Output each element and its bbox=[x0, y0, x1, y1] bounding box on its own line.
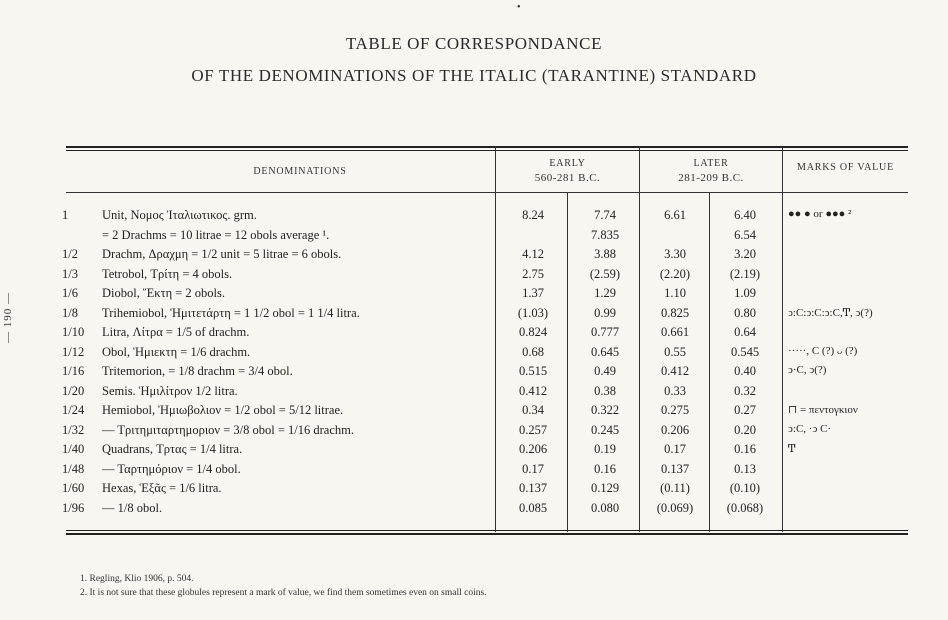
cell-mark: ↄ:C:ↄ:C:ↄ:C,Ͳ, ↄ(?) bbox=[788, 306, 873, 319]
cell-frac: 1/6 bbox=[62, 286, 78, 300]
cell-l2: (2.19) bbox=[729, 266, 761, 281]
cell-frac: 1/96 bbox=[62, 500, 85, 515]
header-early: EARLY bbox=[549, 158, 586, 169]
cell-l1: 0.206 bbox=[660, 422, 690, 437]
cell-frac: 1/16 bbox=[62, 364, 85, 378]
cell-e2: 0.129 bbox=[590, 481, 620, 495]
header-marks-of-value: MARKS OF VALUE bbox=[797, 162, 894, 173]
table-row bbox=[0, 423, 948, 442]
cell-desc: — Ταρτημόριον = 1/4 obol. bbox=[102, 461, 241, 476]
cell-l1: 6.61 bbox=[664, 208, 686, 222]
cell-desc: Hemiobol, Ἡμιωβολιον = 1/2 obol = 5/12 litrae. bbox=[102, 403, 344, 417]
cell-e2: (2.59) bbox=[589, 266, 621, 281]
cell-e1: 0.68 bbox=[522, 344, 544, 359]
cell-l1: 0.55 bbox=[664, 344, 686, 359]
cell-desc: Trihemiobol, Ἡμιτετάρτη = 1 1/2 obol = 1 1/4 litra. bbox=[102, 305, 360, 320]
cell-desc: Drachm, Δραχμη = 1/2 unit = 5 litrae = 6 obols. bbox=[102, 247, 342, 261]
cell-l2: 3.20 bbox=[734, 247, 756, 261]
table-row bbox=[0, 208, 948, 227]
cell-l2: 0.13 bbox=[734, 461, 756, 476]
cell-l2: 0.20 bbox=[734, 422, 756, 437]
cell-e1: 0.085 bbox=[518, 500, 548, 515]
footnote-1: 1. Regling, Klio 1906, p. 504. bbox=[80, 574, 194, 584]
table-subtitle: OF THE DENOMINATIONS OF THE ITALIC (TARANTINE) STANDARD bbox=[191, 66, 757, 85]
cell-frac: 1/40 bbox=[62, 442, 85, 456]
cell-l2: (0.068) bbox=[726, 500, 764, 515]
cell-l2: 0.40 bbox=[734, 364, 756, 378]
cell-l2: 6.54 bbox=[734, 227, 756, 242]
cell-e1: 1.37 bbox=[522, 286, 544, 300]
table-row bbox=[0, 247, 948, 266]
cell-desc: Tritemorion, = 1/8 drachm = 3/4 obol. bbox=[102, 364, 293, 378]
cell-mark: ↄ:C, ·ↄ C· bbox=[788, 422, 832, 435]
cell-frac: 1/48 bbox=[62, 461, 85, 476]
cell-e2: 0.19 bbox=[594, 442, 616, 456]
footnotes bbox=[80, 572, 487, 600]
cell-l2: (0.10) bbox=[729, 481, 761, 495]
table-row bbox=[0, 286, 948, 305]
cell-l1: 0.137 bbox=[660, 461, 690, 476]
cell-e2: 0.16 bbox=[594, 461, 616, 476]
cell-desc: = 2 Drachms = 10 litrae = 12 obols average ¹. bbox=[102, 227, 330, 242]
cell-l2: 0.64 bbox=[734, 325, 756, 339]
cell-e2: 7.74 bbox=[594, 208, 616, 222]
cell-desc: — Τριτημιταρτημοριον = 3/8 obol = 1/16 drachm. bbox=[102, 422, 354, 437]
cell-e1: 8.24 bbox=[522, 208, 544, 222]
cell-e1: 0.257 bbox=[518, 422, 548, 437]
cell-e2: 1.29 bbox=[594, 286, 616, 300]
cell-e1: 0.17 bbox=[522, 461, 544, 476]
cell-l1: (0.11) bbox=[660, 481, 690, 495]
table-row bbox=[0, 442, 948, 461]
stray-dot: • bbox=[517, 2, 521, 13]
cell-e2: 0.99 bbox=[594, 305, 616, 320]
cell-desc: — 1/8 obol. bbox=[102, 500, 163, 515]
cell-l1: 0.661 bbox=[660, 325, 690, 339]
table-title: TABLE OF CORRESPONDANCE bbox=[345, 34, 603, 53]
table-row bbox=[0, 364, 948, 383]
cell-e2: 0.322 bbox=[590, 403, 620, 417]
table-row bbox=[0, 462, 948, 481]
table-row bbox=[0, 384, 948, 403]
cell-l2: 6.40 bbox=[734, 208, 756, 222]
cell-desc: Hexas, Ἑξᾶς = 1/6 litra. bbox=[102, 481, 222, 495]
header-early-range: 560-281 B.C. bbox=[534, 172, 601, 184]
cell-l1: 0.33 bbox=[664, 383, 686, 398]
cell-l1: (0.069) bbox=[656, 500, 694, 515]
cell-e2: 0.645 bbox=[590, 344, 620, 359]
cell-e2: 7.835 bbox=[590, 227, 620, 242]
cell-l1: (2.20) bbox=[659, 266, 691, 281]
table-row bbox=[0, 403, 948, 422]
table-row bbox=[0, 345, 948, 364]
cell-e2: 0.777 bbox=[590, 325, 620, 339]
cell-e1: 0.824 bbox=[518, 325, 548, 339]
cell-l2: 0.32 bbox=[734, 383, 756, 398]
cell-desc: Quadrans, Τρτας = 1/4 litra. bbox=[102, 442, 243, 456]
footnote-2: 2. It is not sure that these globules represent a mark of value, we find them sometimes even on small coins. bbox=[80, 588, 487, 598]
cell-e2: 0.49 bbox=[594, 364, 616, 378]
cell-frac: 1/12 bbox=[62, 344, 85, 359]
cell-e1: 4.12 bbox=[522, 247, 544, 261]
table-row bbox=[0, 481, 948, 500]
cell-l2: 0.545 bbox=[730, 344, 760, 359]
cell-frac: 1 bbox=[62, 208, 69, 222]
cell-e2: 0.245 bbox=[590, 422, 620, 437]
cell-e1: 2.75 bbox=[522, 266, 544, 281]
cell-desc: Semis. Ἡμιλίτρον 1/2 litra. bbox=[102, 383, 238, 398]
cell-e2: 0.38 bbox=[594, 383, 616, 398]
cell-e2: 0.080 bbox=[590, 500, 620, 515]
table-row bbox=[0, 501, 948, 520]
cell-l2: 0.27 bbox=[734, 403, 756, 417]
cell-e1: 0.412 bbox=[518, 383, 548, 398]
cell-l2: 0.80 bbox=[734, 305, 756, 320]
cell-l1: 0.17 bbox=[664, 442, 686, 456]
cell-desc: Obol, Ἡμιεκτη = 1/6 drachm. bbox=[102, 344, 251, 359]
cell-frac: 1/10 bbox=[62, 325, 85, 339]
cell-frac: 1/32 bbox=[62, 422, 85, 437]
table-row bbox=[0, 306, 948, 325]
cell-desc: Unit, Νομος Ἰταλιωτικος. grm. bbox=[102, 208, 257, 222]
table-row bbox=[0, 267, 948, 286]
cell-l2: 1.09 bbox=[734, 286, 756, 300]
cell-e1: 0.34 bbox=[522, 403, 544, 417]
cell-frac: 1/60 bbox=[62, 481, 85, 495]
cell-l1: 0.825 bbox=[660, 305, 690, 320]
cell-l2: 0.16 bbox=[734, 442, 756, 456]
table-row bbox=[0, 325, 948, 344]
cell-frac: 1/3 bbox=[62, 266, 78, 281]
page-number: — 190 — bbox=[2, 292, 14, 343]
cell-e1: 0.206 bbox=[518, 442, 548, 456]
cell-mark: Ͳ bbox=[788, 443, 796, 455]
header-later-range: 281-209 B.C. bbox=[678, 172, 744, 184]
cell-mark: ⊓ = πεντογκιον bbox=[788, 404, 858, 416]
cell-frac: 1/20 bbox=[62, 383, 85, 398]
cell-frac: 1/2 bbox=[62, 247, 78, 261]
cell-l1: 3.30 bbox=[664, 247, 686, 261]
cell-e1: 0.515 bbox=[518, 364, 548, 378]
table-row bbox=[0, 228, 948, 247]
cell-l1: 0.412 bbox=[660, 364, 690, 378]
header-denominations: DENOMINATIONS bbox=[253, 166, 347, 177]
cell-mark: ●● ● or ●●● ² bbox=[788, 208, 852, 220]
cell-mark: ↄ·C, ↄ(?) bbox=[788, 364, 827, 376]
cell-mark: ·····, C (?) ᴗ (?) bbox=[788, 344, 858, 357]
cell-desc: Diobol, Ἕκτη = 2 obols. bbox=[102, 286, 226, 300]
cell-e1: 0.137 bbox=[518, 481, 548, 495]
cell-frac: 1/24 bbox=[62, 403, 85, 417]
cell-l1: 0.275 bbox=[660, 403, 690, 417]
bottom-rule-thick bbox=[66, 533, 908, 535]
cell-frac: 1/8 bbox=[62, 305, 78, 320]
header-later: LATER bbox=[693, 158, 729, 169]
cell-l1: 1.10 bbox=[664, 286, 686, 300]
cell-desc: Litra, Λίτρα = 1/5 of drachm. bbox=[102, 325, 250, 339]
cell-desc: Tetrobol, Τρίτη = 4 obols. bbox=[102, 266, 233, 281]
cell-e2: 3.88 bbox=[594, 247, 616, 261]
cell-e1: (1.03) bbox=[517, 305, 549, 320]
